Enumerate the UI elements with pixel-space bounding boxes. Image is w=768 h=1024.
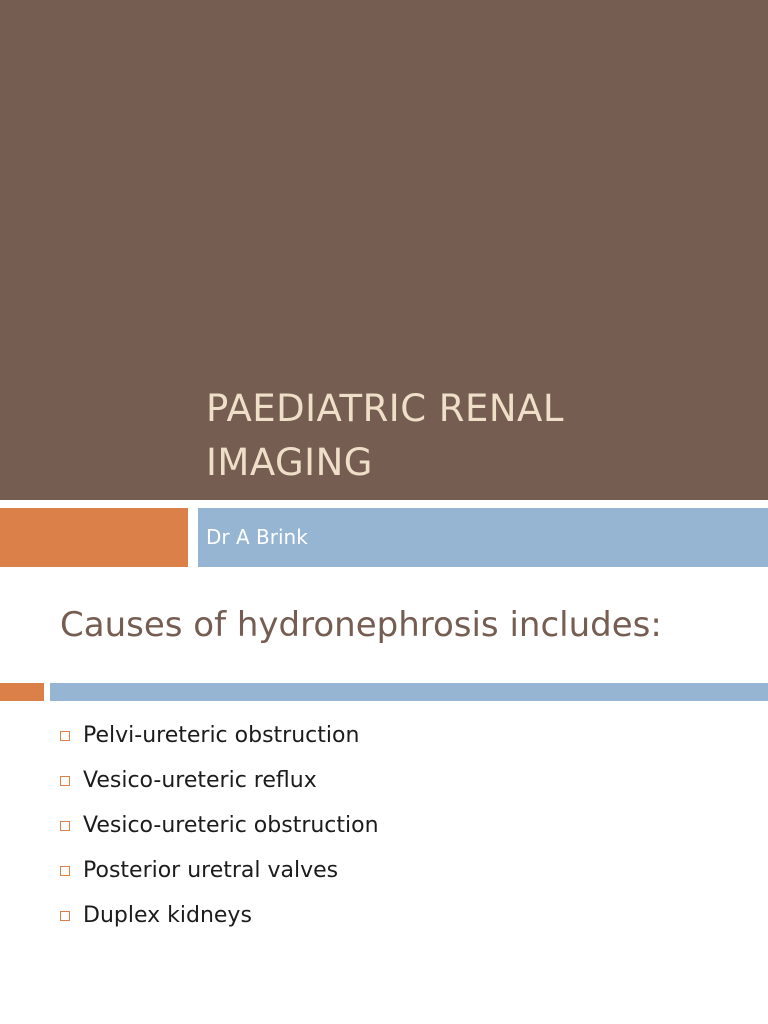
bullet-text: Duplex kidneys bbox=[83, 902, 252, 928]
bullet-text: Posterior uretral valves bbox=[83, 857, 339, 883]
bullet-text: Vesico-ureteric obstruction bbox=[83, 812, 379, 838]
blue-divider-bar bbox=[50, 683, 768, 701]
title-background bbox=[0, 0, 768, 500]
square-bullet-icon bbox=[60, 731, 70, 741]
slide-title-line-2: IMAGING bbox=[206, 441, 373, 484]
square-bullet-icon bbox=[60, 911, 70, 921]
bullet-text: Pelvi-ureteric obstruction bbox=[83, 722, 360, 748]
orange-divider-bar bbox=[0, 683, 44, 701]
square-bullet-icon bbox=[60, 821, 70, 831]
content-heading: Causes of hydronephrosis includes: bbox=[60, 605, 662, 645]
orange-accent-bar bbox=[0, 508, 188, 567]
list-item bbox=[60, 803, 379, 848]
list-item bbox=[60, 848, 379, 893]
list-item bbox=[60, 893, 379, 938]
bullet-text: Vesico-ureteric reflux bbox=[83, 767, 317, 793]
bullet-list bbox=[60, 713, 379, 938]
slide-subtitle: Dr A Brink bbox=[206, 525, 308, 549]
slide-title bbox=[206, 382, 746, 490]
square-bullet-icon bbox=[60, 776, 70, 786]
list-item bbox=[60, 758, 379, 803]
square-bullet-icon bbox=[60, 866, 70, 876]
content-slide bbox=[0, 568, 768, 1024]
list-item bbox=[60, 713, 379, 758]
slide-title-line-1: PAEDIATRIC RENAL bbox=[206, 387, 564, 430]
